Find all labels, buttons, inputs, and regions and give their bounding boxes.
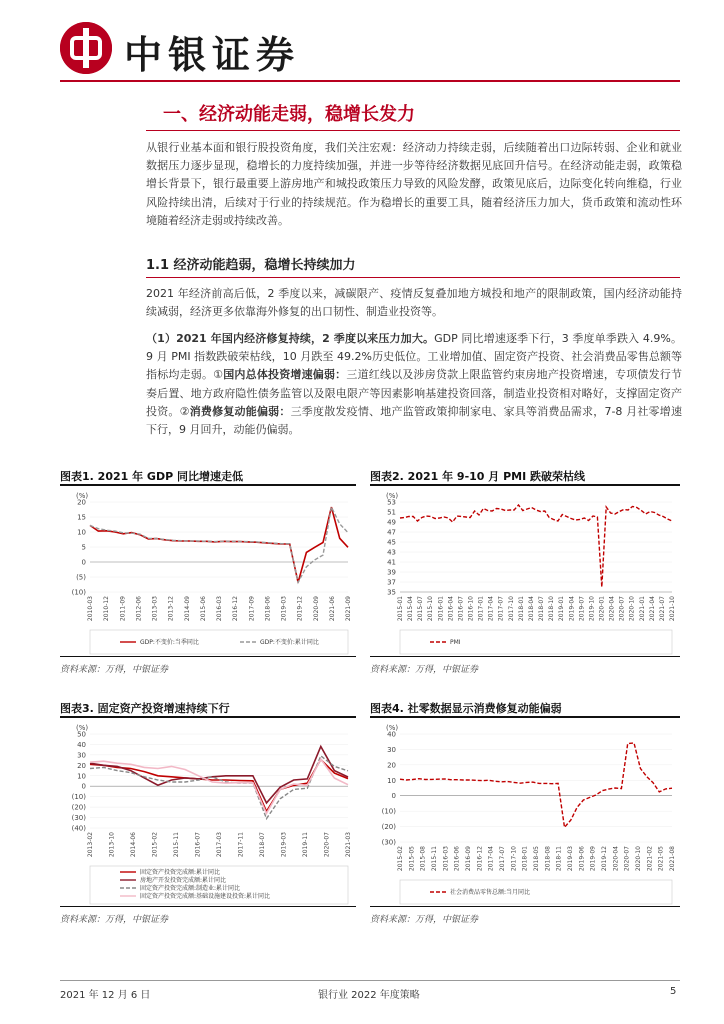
y-tick-label: 5 xyxy=(81,543,86,552)
x-tick-label: 2017-11 xyxy=(237,832,245,858)
x-tick-label: 2016-01 xyxy=(437,596,445,622)
x-tick-label: 2018-05 xyxy=(533,846,540,872)
y-tick-label: 53 xyxy=(387,498,396,507)
x-tick-label: 2019-12 xyxy=(601,846,608,872)
p3-bold-1: （1）2021 年国内经济修复持续，2 季度以来压力加大。 xyxy=(146,332,435,345)
y-tick-label: 20 xyxy=(77,761,86,770)
figure-3-chart xyxy=(60,718,356,906)
x-tick-label: 2016-03 xyxy=(216,596,223,622)
figure-3-title: 图表3. 固定资产投资增速持续下行 xyxy=(60,702,230,715)
figure-4-source: 资料来源：万得，中银证券 xyxy=(370,915,479,925)
y-tick-label: 39 xyxy=(387,568,396,577)
x-tick-label: 2015-06 xyxy=(199,596,207,622)
y-tick-label: 30 xyxy=(77,751,86,760)
x-tick-label: 2021-10 xyxy=(669,596,676,622)
subsection-divider xyxy=(146,277,680,278)
y-tick-label: 43 xyxy=(387,548,396,557)
intro-paragraph: 从银行业基本面和银行股投资角度，我们关注宏观：经济动力持续走弱，后续随着出口边际转弱、企业和就业数据压力逐步显现，稳增长的力度持续加强，并进一步等待经济数据见底回升信号。在经济动能走弱，政策稳增长背景下，银行最重要上游房地产和城投政策压力导致的风险发酵，政策见底后，边际变化转向维稳，行业风险持续出清，后续对于行业的持续规范。作为稳增长的重要工具，随着经济压力加大，货币政策和流动性环境随着经济走弱或持续改善。 xyxy=(146,141,682,227)
x-tick-label: 2016-12 xyxy=(232,596,240,622)
series-line-0 xyxy=(400,505,672,587)
y-tick-label: 10 xyxy=(77,772,86,781)
x-tick-label: 2019-07 xyxy=(578,596,586,622)
x-tick-label: 2015-08 xyxy=(419,846,427,872)
x-tick-label: 2013-12 xyxy=(167,596,175,622)
x-tick-label: 2014-06 xyxy=(130,832,137,858)
x-tick-label: 2014-09 xyxy=(183,596,191,622)
y-tick-label: (10) xyxy=(381,807,396,816)
y-tick-label: 20 xyxy=(77,498,86,507)
p3-text-3: 三季度散发疫情、地产监管政策抑制家电、家具等消费品需求，7-8 月社零增速下行，9 月回升，动能仍偏弱。 xyxy=(146,404,682,437)
x-tick-label: 2017-10 xyxy=(507,596,515,622)
x-tick-label: 2013-02 xyxy=(87,832,94,858)
y-tick-label: (30) xyxy=(71,814,86,823)
x-tick-label: 2018-06 xyxy=(264,596,272,622)
x-tick-label: 2019-12 xyxy=(296,596,304,622)
p3-text-1: GDP 同比增速逐季下行，3 季度单季跌入 4.9%。9 月 PMI 指数跌破荣枯线，10 月跌至 49.2%历史低位。工业增加值、固定资产投资、社会消费品零售总额等指标均走弱。① xyxy=(146,332,682,382)
figure-2-bottom-rule xyxy=(370,656,680,657)
x-tick-label: 2019-03 xyxy=(567,846,574,872)
y-tick-label: (10) xyxy=(71,588,86,597)
legend-box xyxy=(400,880,672,904)
x-tick-label: 2019-06 xyxy=(578,846,586,872)
y-tick-label: 10 xyxy=(77,528,86,537)
y-tick-label: 50 xyxy=(77,730,86,739)
figure-4-chart xyxy=(370,718,680,906)
x-tick-label: 2019-04 xyxy=(568,596,576,622)
figure-3-source: 资料来源：万得，中银证券 xyxy=(60,915,169,925)
figure-1-chart xyxy=(60,486,356,656)
x-tick-label: 2021-09 xyxy=(345,596,352,622)
paragraph-3 xyxy=(146,330,682,439)
figure-2-chart xyxy=(370,486,680,656)
figure-1-bottom-rule xyxy=(60,656,356,657)
series-line-1 xyxy=(90,507,348,582)
bank-logo-icon xyxy=(60,22,112,74)
x-tick-label: 2018-11 xyxy=(555,846,563,872)
y-unit-label: (%) xyxy=(76,492,89,500)
figure-3-bottom-rule xyxy=(60,906,356,907)
x-tick-label: 2015-04 xyxy=(407,596,415,622)
x-tick-label: 2013-03 xyxy=(151,596,159,622)
x-tick-label: 2021-07 xyxy=(658,596,666,622)
x-tick-label: 2021-01 xyxy=(638,596,646,622)
p3-bold-2: 国内总体投资增速偏弱： xyxy=(223,368,347,382)
legend-label: 固定资产投资完成额:基础设施建设投资:累计同比 xyxy=(140,893,271,900)
y-tick-label: 0 xyxy=(81,782,86,791)
x-tick-label: 2017-07 xyxy=(499,846,506,872)
figure-4-bottom-rule xyxy=(370,906,680,907)
series-line-0 xyxy=(400,743,672,827)
x-tick-label: 2020-04 xyxy=(612,846,620,872)
y-tick-label: 47 xyxy=(387,528,396,537)
x-tick-label: 2018-01 xyxy=(521,846,529,872)
x-tick-label: 2021-05 xyxy=(657,846,665,872)
legend-label: GDP:不变价:累计同比 xyxy=(260,639,319,646)
x-tick-label: 2017-01 xyxy=(477,596,485,622)
x-tick-label: 2020-07 xyxy=(323,832,331,858)
y-tick-label: 40 xyxy=(387,730,396,739)
p3-bold-3: 消费修复动能偏弱： xyxy=(189,404,291,418)
y-tick-label: 40 xyxy=(77,740,86,749)
x-tick-label: 2016-06 xyxy=(453,846,461,872)
y-tick-label: 0 xyxy=(81,558,86,567)
x-tick-label: 2015-11 xyxy=(173,832,180,858)
x-tick-label: 2018-07 xyxy=(259,832,266,858)
x-tick-label: 2018-04 xyxy=(527,596,535,622)
y-tick-label: 35 xyxy=(387,588,396,597)
x-tick-label: 2018-10 xyxy=(548,596,556,622)
x-tick-label: 2016-04 xyxy=(447,596,455,622)
x-tick-label: 2019-03 xyxy=(280,832,288,858)
legend-label: PMI xyxy=(450,639,461,646)
x-tick-label: 2010-03 xyxy=(87,596,94,622)
x-tick-label: 2015-01 xyxy=(397,596,404,622)
x-tick-label: 2018-08 xyxy=(544,846,552,872)
x-tick-label: 2015-11 xyxy=(431,846,438,872)
y-tick-label: 30 xyxy=(387,745,396,754)
x-tick-label: 2021-06 xyxy=(328,596,336,622)
brand-name: 中银证券 xyxy=(124,32,301,77)
section-divider xyxy=(146,130,680,131)
y-tick-label: 0 xyxy=(391,792,396,801)
x-tick-label: 2015-02 xyxy=(151,832,159,858)
figure-1-source: 资料来源：万得，中银证券 xyxy=(60,665,169,675)
y-tick-label: (20) xyxy=(381,823,396,832)
x-tick-label: 2021-02 xyxy=(646,846,654,872)
y-tick-label: (20) xyxy=(71,803,86,812)
header-divider xyxy=(60,80,680,82)
x-tick-label: 2015-07 xyxy=(417,596,425,622)
y-tick-label: (40) xyxy=(71,824,86,833)
legend-label: 固定资产投资完成额:累计同比 xyxy=(140,869,221,876)
x-tick-label: 2016-07 xyxy=(457,596,465,622)
x-tick-label: 2016-03 xyxy=(442,846,450,872)
figure-4-title: 图表4. 社零数据显示消费修复动能偏弱 xyxy=(370,702,562,715)
x-tick-label: 2021-03 xyxy=(345,832,352,858)
x-tick-label: 2015-02 xyxy=(397,846,404,872)
legend-label: 固定资产投资完成额:制造业:累计同比 xyxy=(140,885,241,892)
x-tick-label: 2017-10 xyxy=(510,846,518,872)
x-tick-label: 2020-09 xyxy=(312,596,320,622)
x-tick-label: 2020-07 xyxy=(618,596,626,622)
series-line-0 xyxy=(90,507,348,582)
x-tick-label: 2019-10 xyxy=(588,596,596,622)
x-tick-label: 2018-01 xyxy=(517,596,525,622)
x-tick-label: 2017-04 xyxy=(487,846,495,872)
x-tick-label: 2019-11 xyxy=(302,832,309,858)
footer-page-number: 5 xyxy=(670,986,677,997)
x-tick-label: 2018-07 xyxy=(538,596,546,622)
x-tick-label: 2020-07 xyxy=(623,846,631,872)
y-tick-label: (30) xyxy=(381,838,396,847)
y-tick-label: 20 xyxy=(387,761,396,770)
x-tick-label: 2012-06 xyxy=(135,596,143,622)
x-tick-label: 2013-10 xyxy=(108,832,116,858)
y-tick-label: 49 xyxy=(387,518,396,527)
x-tick-label: 2021-08 xyxy=(669,846,676,872)
legend-label: 房地产开发投资完成额:累计同比 xyxy=(140,877,227,884)
y-tick-label: (10) xyxy=(71,793,86,802)
y-tick-label: 45 xyxy=(387,538,396,547)
legend-label: GDP:不变价:当季同比 xyxy=(140,639,199,646)
x-tick-label: 2020-01 xyxy=(598,596,606,622)
y-tick-label: 51 xyxy=(387,508,396,517)
figure-2-title: 图表2. 2021 年 9-10 月 PMI 跌破荣枯线 xyxy=(370,470,586,483)
x-tick-label: 2020-10 xyxy=(635,846,642,872)
series-line-0 xyxy=(90,760,348,812)
x-tick-label: 2017-09 xyxy=(248,596,256,622)
y-unit-label: (%) xyxy=(386,492,399,500)
y-tick-label: 41 xyxy=(387,558,396,567)
x-tick-label: 2015-10 xyxy=(427,596,435,622)
x-tick-label: 2019-01 xyxy=(558,596,566,622)
x-tick-label: 2020-04 xyxy=(608,596,616,622)
x-tick-label: 2016-10 xyxy=(467,596,475,622)
x-tick-label: 2020-10 xyxy=(628,596,636,622)
y-unit-label: (%) xyxy=(76,724,89,732)
p3-text-2: 三道红线以及涉房贷款上限监管约束房地产投资增速，专项债发行节奏后置、地方政府隐性债务监管以及限电限产等因素影响基建投资回落，制造业投资相对略好，支撑固定资产投资。② xyxy=(146,368,683,418)
x-tick-label: 2016-09 xyxy=(465,846,472,872)
x-tick-label: 2016-07 xyxy=(194,832,202,858)
x-tick-label: 2010-12 xyxy=(103,596,111,622)
y-unit-label: (%) xyxy=(386,724,399,732)
x-tick-label: 2011-09 xyxy=(119,596,127,622)
section-title: 一、经济动能走弱，稳增长发力 xyxy=(163,104,415,125)
x-tick-label: 2019-09 xyxy=(589,846,597,872)
legend-label: 社会消费品零售总额:当月同比 xyxy=(450,889,531,896)
y-tick-label: (5) xyxy=(76,573,86,582)
figure-2-source: 资料来源：万得，中银证券 xyxy=(370,665,479,675)
legend-box xyxy=(400,630,672,654)
x-tick-label: 2021-04 xyxy=(648,596,656,622)
subsection-title: 1.1 经济动能趋弱，稳增长持续加力 xyxy=(146,258,356,273)
footer-doc-title: 银行业 2022 年度策略 xyxy=(318,990,420,1001)
x-tick-label: 2015-05 xyxy=(408,846,416,872)
x-tick-label: 2017-03 xyxy=(216,832,223,858)
paragraph-2: 2021 年经济前高后低，2 季度以来，减碳限产、疫情反复叠加地方城投和地产的限制政策，国内经济动能持续减弱，经济更多依靠海外修复的出口韧性、制造业投资等。 xyxy=(146,287,682,319)
figure-1-title: 图表1. 2021 年 GDP 同比增速走低 xyxy=(60,470,243,483)
y-tick-label: 10 xyxy=(387,776,396,785)
y-tick-label: 37 xyxy=(387,578,396,587)
footer-divider xyxy=(60,980,680,981)
y-tick-label: 15 xyxy=(77,513,86,522)
x-tick-label: 2017-04 xyxy=(487,596,495,622)
footer-date: 2021 年 12 月 6 日 xyxy=(60,990,151,1001)
x-tick-label: 2019-03 xyxy=(280,596,288,622)
x-tick-label: 2016-12 xyxy=(476,846,484,872)
x-tick-label: 2017-07 xyxy=(497,596,505,622)
